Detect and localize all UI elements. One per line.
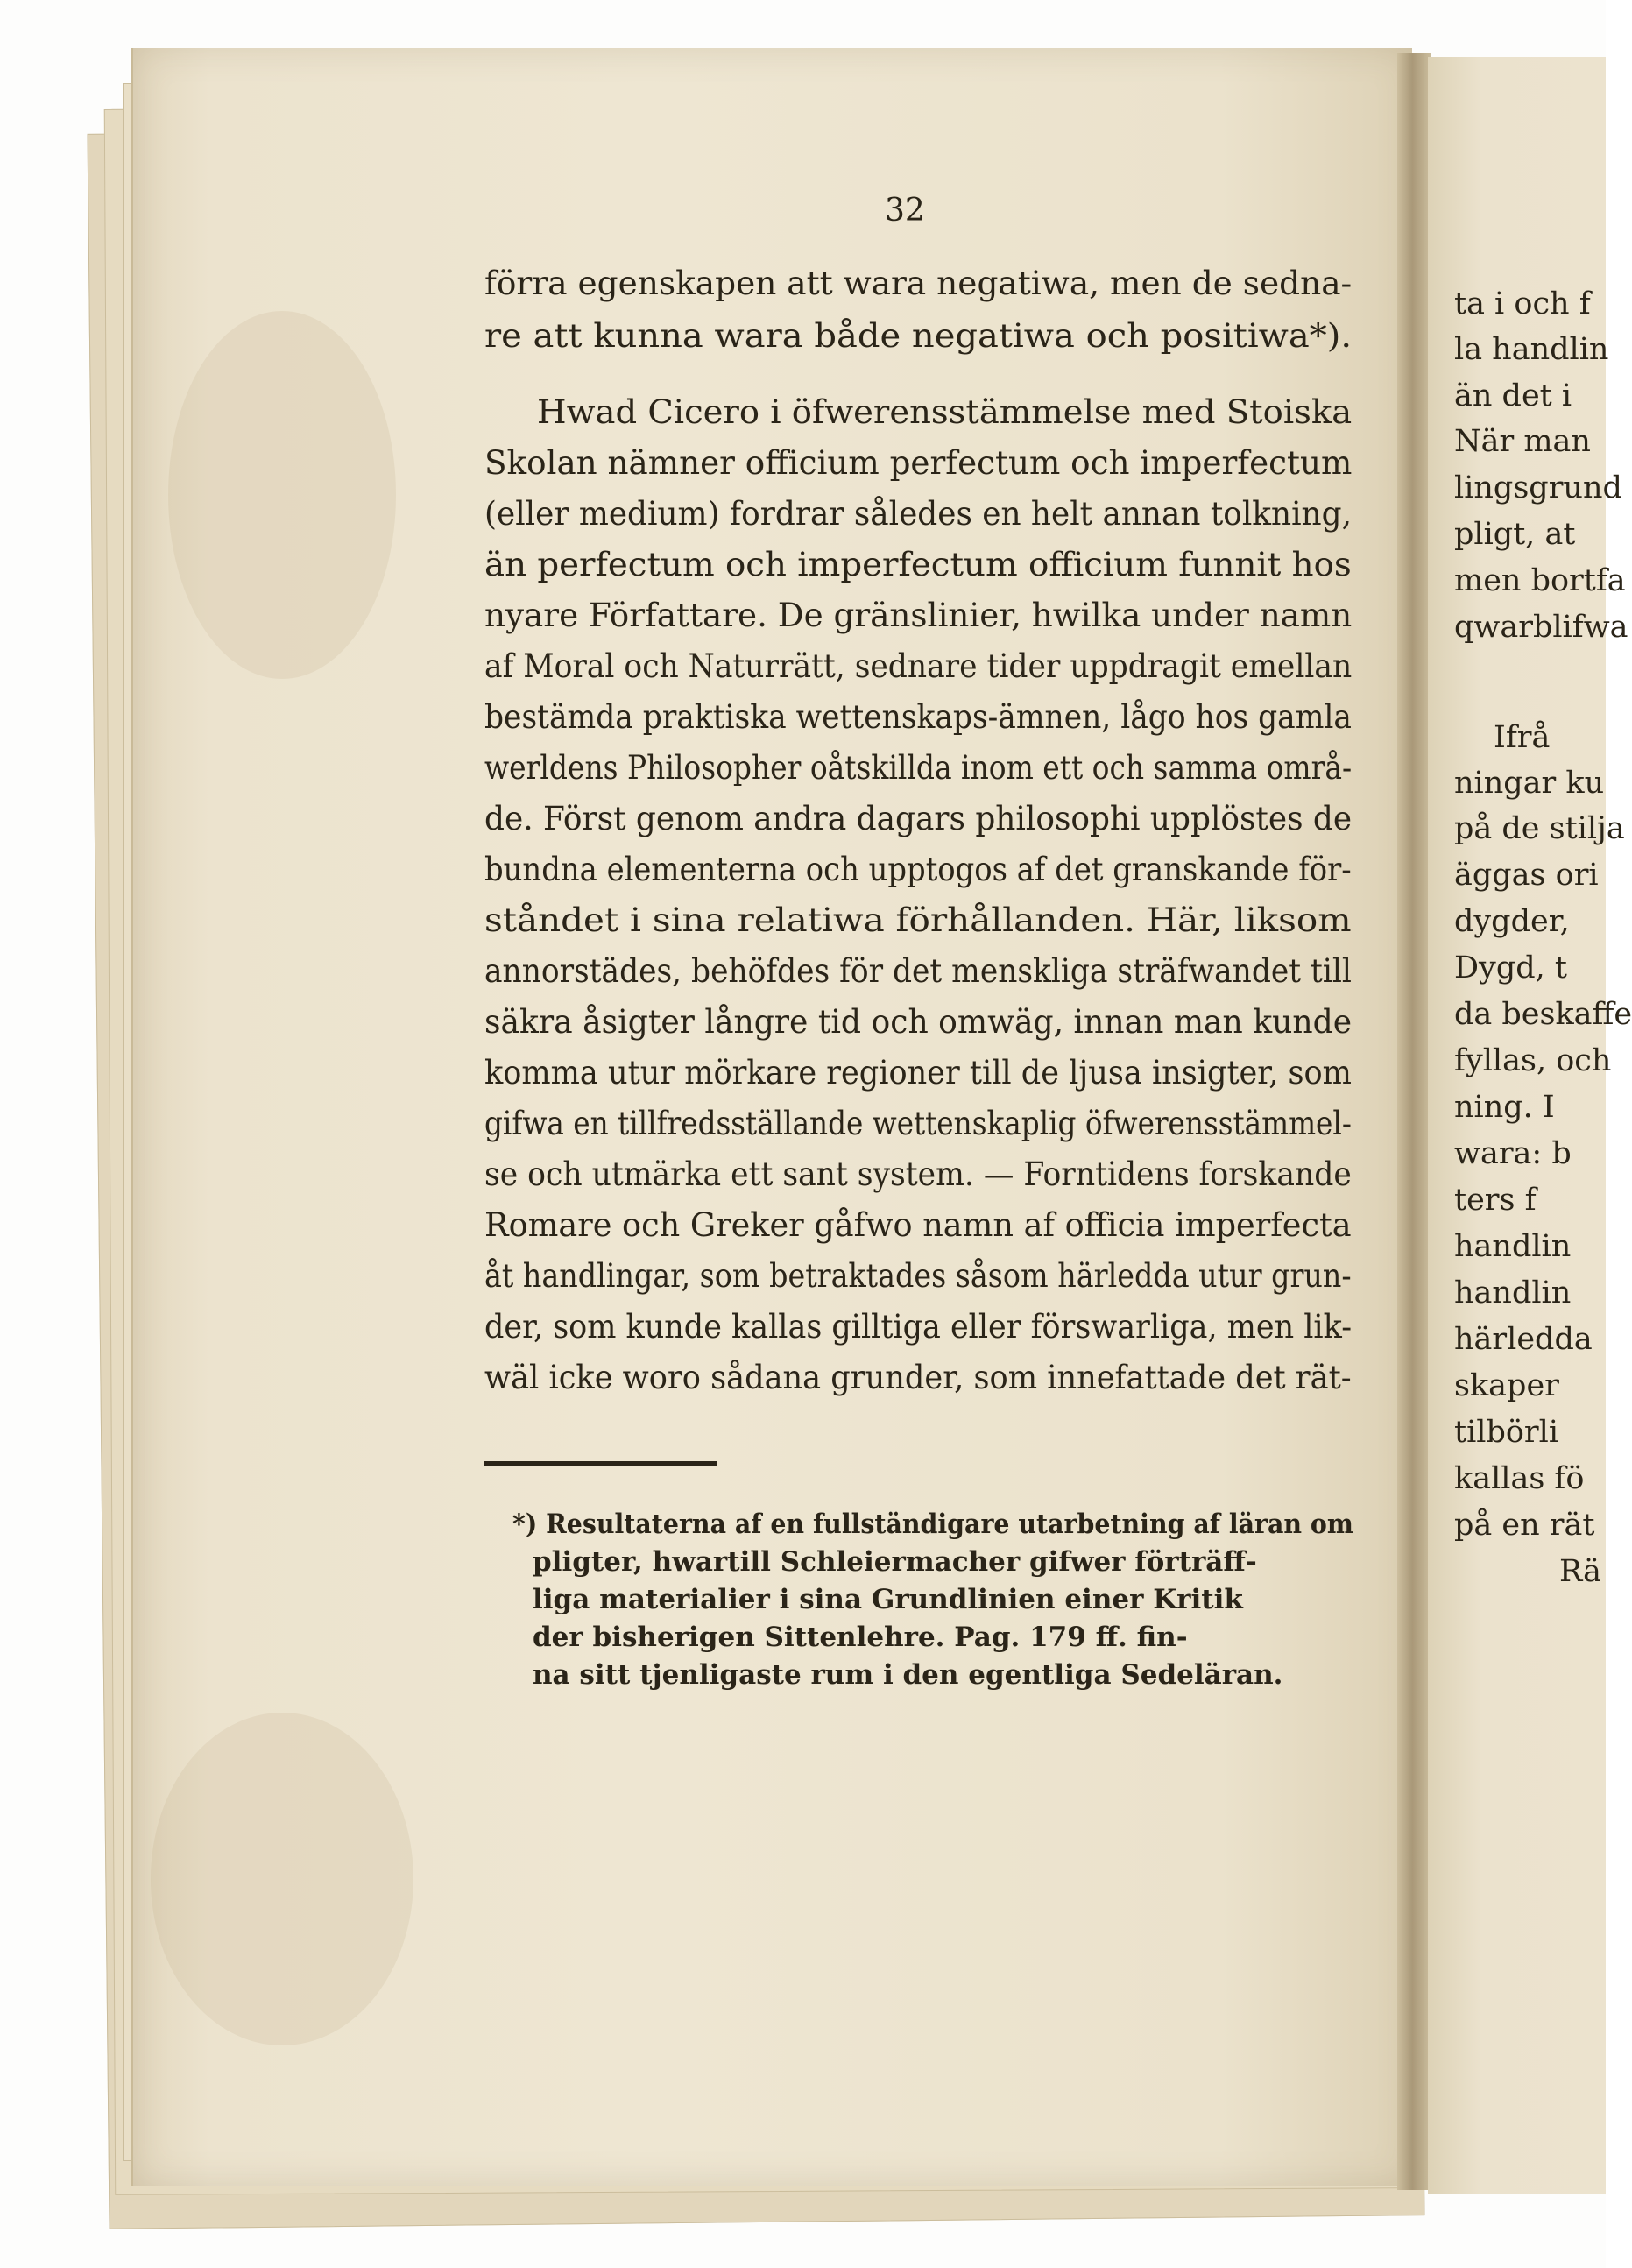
- text-line: ståndet i sina relatiwa förhållanden. Här, liksom: [484, 901, 1352, 939]
- text-line: bestämda praktiska wettenskaps-ämnen, lågo hos gamla: [484, 698, 1352, 736]
- facing-line: ning. I: [1454, 1090, 1555, 1125]
- text-line: re att kunna wara både negatiwa och positiwa*).: [484, 317, 1353, 355]
- book-gutter: [1397, 53, 1431, 2190]
- facing-line: ningar ku: [1454, 766, 1605, 801]
- text-line: komma utur mörkare regioner till de ljusa insigter, som: [484, 1054, 1352, 1092]
- facing-line: la handlin: [1454, 332, 1609, 367]
- page-number: 32: [885, 193, 925, 229]
- text-line: åt handlingar, som betraktades såsom härledda utur grun-: [484, 1257, 1352, 1295]
- facing-line: lingsgrund: [1454, 470, 1622, 505]
- text-line: wäl icke woro sådana grunder, som innefattade det rät-: [484, 1359, 1352, 1396]
- facing-line: pligt, at: [1454, 517, 1576, 552]
- facing-line: fyllas, och: [1454, 1043, 1612, 1078]
- facing-line: wara: b: [1454, 1136, 1572, 1171]
- footnote-line: liga materialier i sina Grundlinien einer Kritik: [533, 1584, 1243, 1615]
- text-line: (eller medium) fordrar således en helt annan tolkning,: [484, 495, 1352, 533]
- text-line: Romare och Greker gåfwo namn af officia imperfecta: [484, 1206, 1352, 1244]
- facing-line: kallas fö: [1454, 1461, 1585, 1496]
- footnote-line: pligter, hwartill Schleiermacher gifwer förträff-: [533, 1546, 1257, 1578]
- facing-page: [1428, 57, 1632, 2194]
- text-line: bundna elementerna och upptogos af det granskande för-: [484, 851, 1352, 888]
- facing-line: härledda: [1454, 1322, 1593, 1357]
- facing-line: äggas ori: [1454, 858, 1599, 893]
- text-line: der, som kunde kallas gilltiga eller förswarliga, men lik-: [484, 1308, 1353, 1346]
- text-line: annorstädes, behöfdes för det menskliga sträfwandet till: [484, 952, 1352, 990]
- facing-line: När man: [1454, 424, 1591, 459]
- footnote-line: *) Resultaterna af en fullständigare utarbetning af läran om: [512, 1508, 1353, 1540]
- text-line: se och utmärka ett sant system. — Forntidens forskande: [484, 1155, 1352, 1193]
- text-line: gifwa en tillfredsställande wettenskaplig öfwerensstämmel-: [484, 1105, 1352, 1142]
- facing-line: men bortfa: [1454, 563, 1626, 598]
- facing-line: ta i och f: [1454, 286, 1591, 321]
- paper-stain: [151, 1713, 413, 2045]
- facing-line: qwarblifwa: [1454, 610, 1628, 645]
- facing-line: skaper: [1454, 1368, 1559, 1403]
- facing-line: ters f: [1454, 1183, 1537, 1218]
- footnote-line: na sitt tjenligaste rum i den egentliga Sedeläran.: [533, 1659, 1283, 1691]
- facing-line: på de stilja: [1454, 811, 1625, 846]
- main-text-column: [484, 0, 1352, 2268]
- footnote-rule: [484, 1461, 717, 1466]
- text-line: af Moral och Naturrätt, sednare tider uppdragit emellan: [484, 647, 1353, 685]
- text-line: nyare Författare. De gränslinier, hwilka under namn: [484, 597, 1353, 634]
- facing-line: på en rät: [1454, 1508, 1595, 1543]
- text-line: de. Först genom andra dagars philosophi upplöstes de: [484, 800, 1353, 837]
- facing-line: Dygd, t: [1454, 950, 1567, 986]
- facing-line: handlin: [1454, 1229, 1572, 1264]
- facing-line: dygder,: [1454, 904, 1570, 939]
- facing-line: Ifrå: [1494, 720, 1551, 755]
- facing-line: handlin: [1454, 1275, 1572, 1311]
- facing-line: da beskaffe: [1454, 997, 1632, 1032]
- text-line: Hwad Cicero i öfwerensstämmelse med Stoiska: [537, 393, 1353, 431]
- facing-line: än det i: [1454, 378, 1572, 413]
- facing-line: tilbörli: [1454, 1415, 1559, 1450]
- text-line: förra egenskapen att wara negatiwa, men de sedna-: [484, 265, 1353, 302]
- text-line: säkra åsigter långre tid och omwäg, innan man kunde: [484, 1003, 1353, 1041]
- paper-stain: [168, 311, 396, 679]
- text-line: werldens Philosopher oåtskillda inom ett och samma områ-: [484, 749, 1353, 787]
- facing-line: Rä: [1559, 1554, 1602, 1589]
- footnote-line: der bisherigen Sittenlehre. Pag. 179 ff. fin-: [533, 1622, 1188, 1653]
- text-line: Skolan nämner officium perfectum och imperfectum: [484, 444, 1353, 482]
- text-line: än perfectum och imperfectum officium funnit hos: [484, 546, 1352, 583]
